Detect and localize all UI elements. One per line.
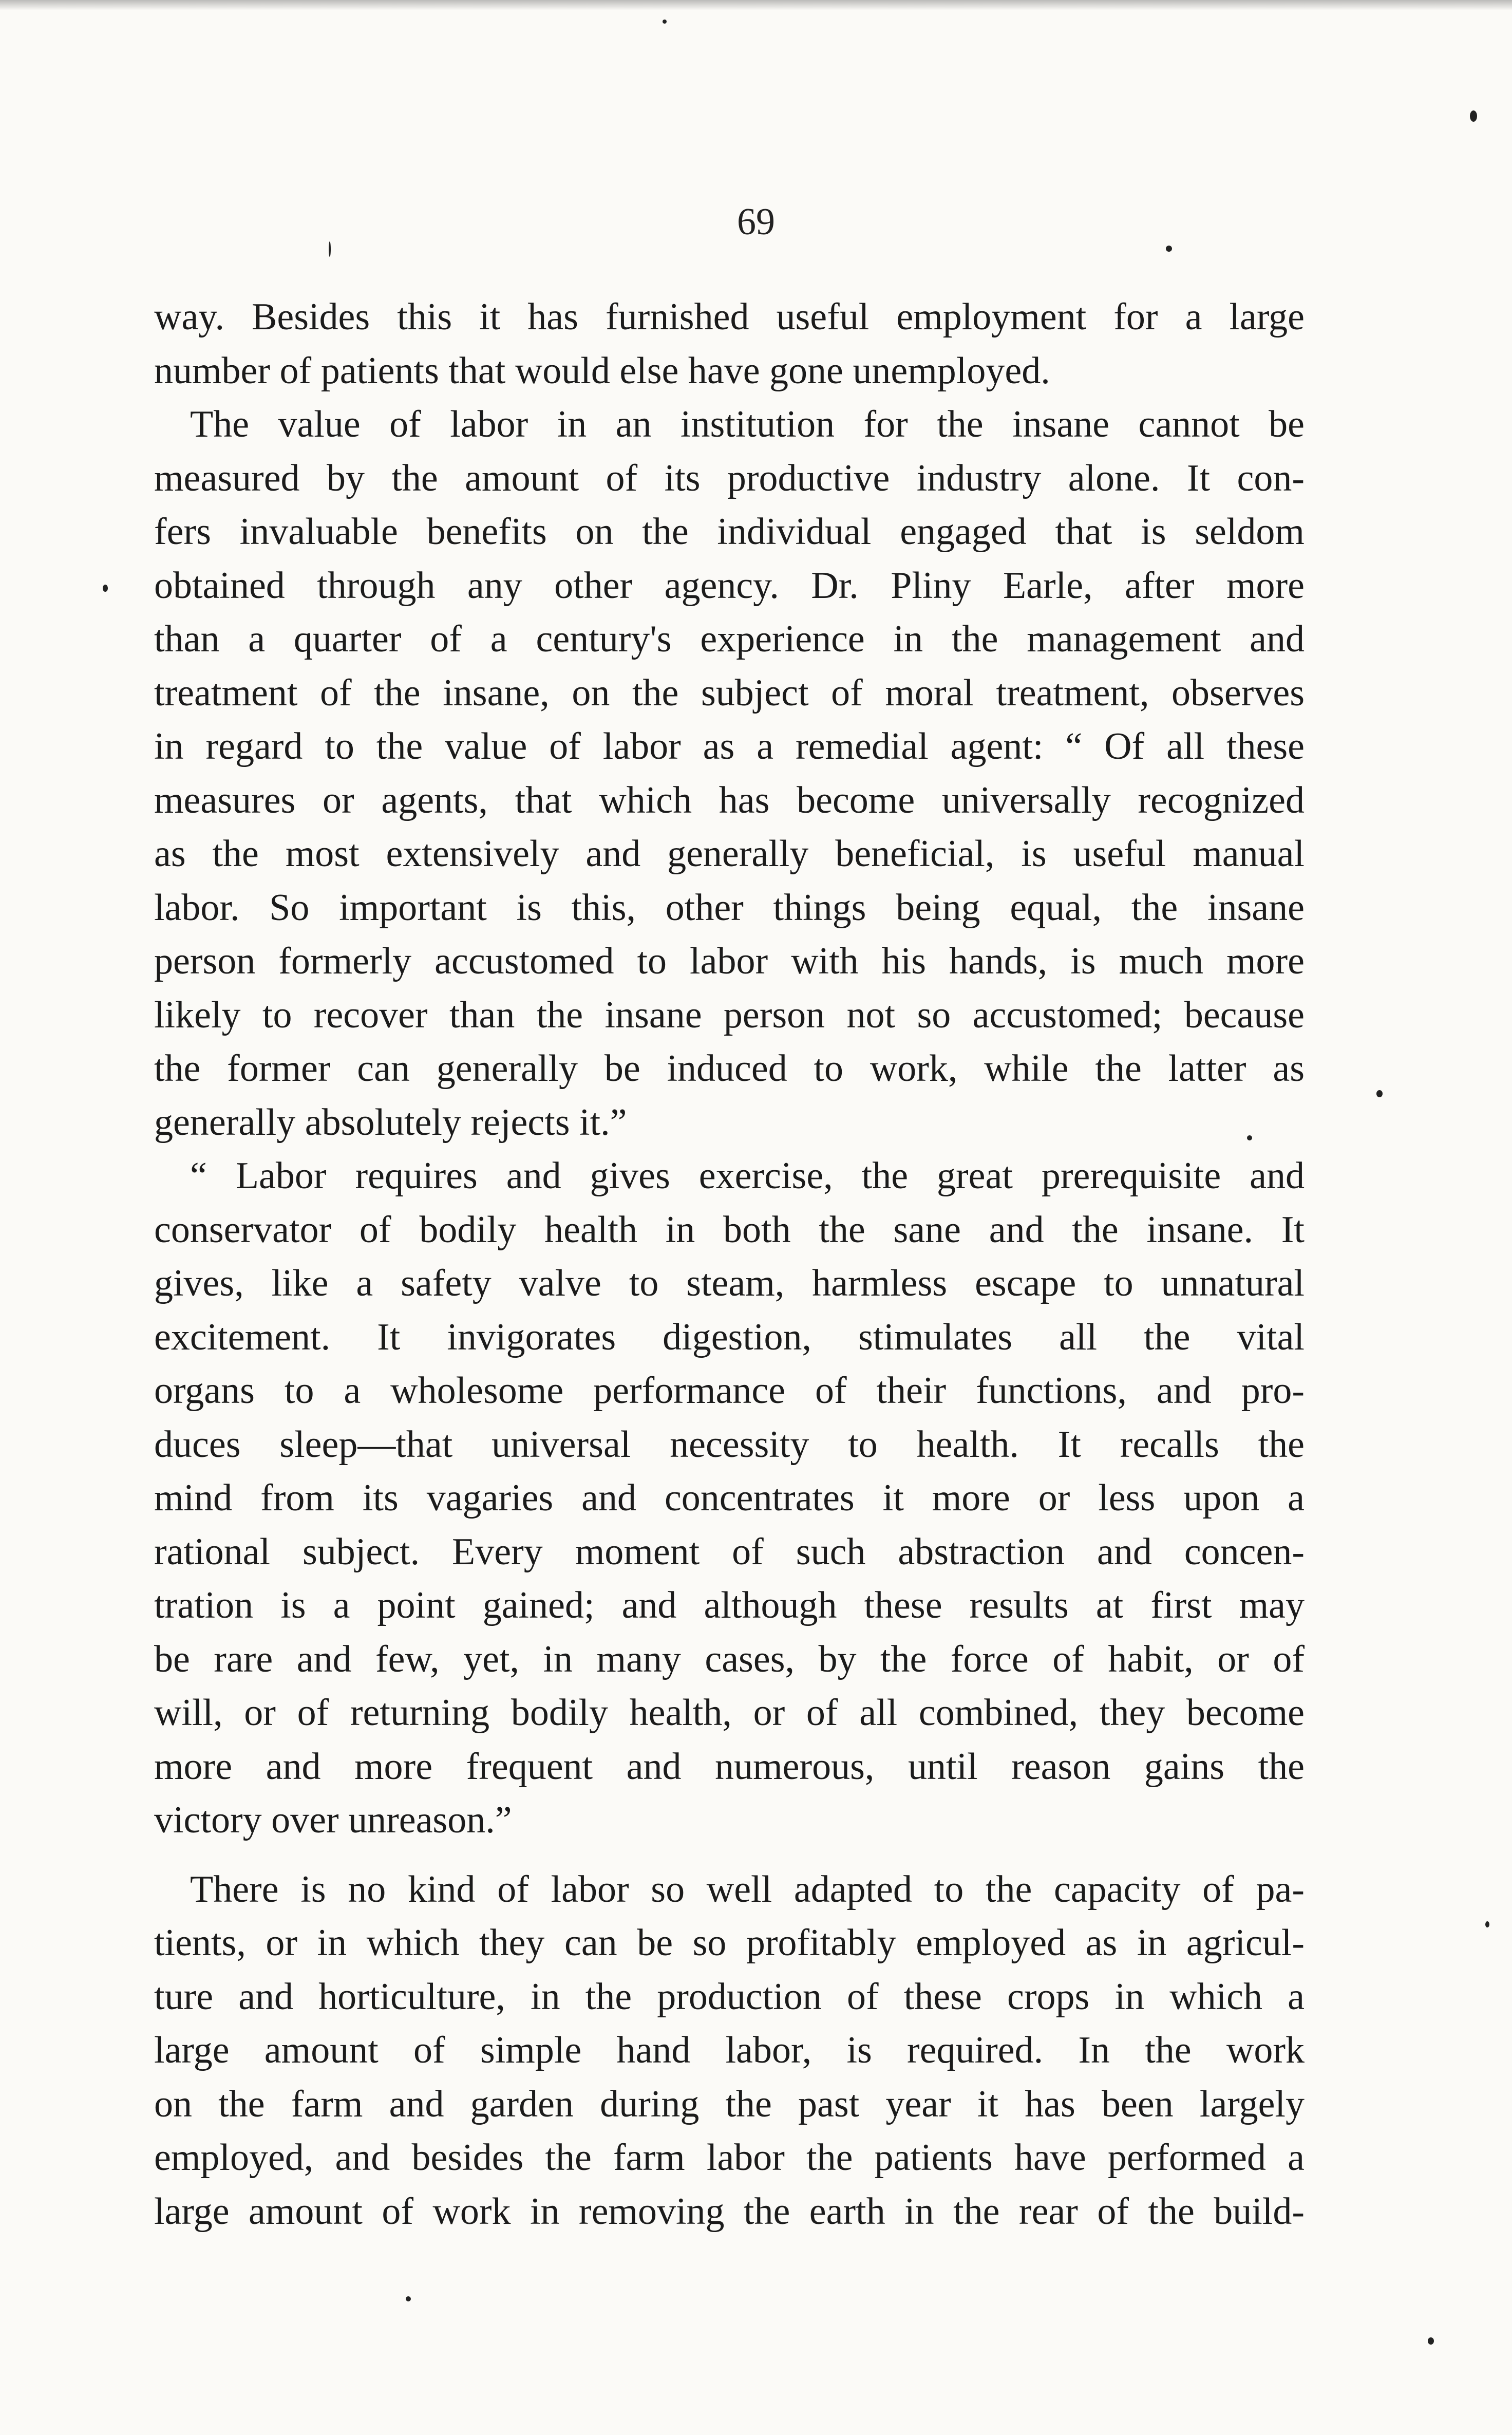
text-line: obtained through any other agency. Dr. Pliny Earle, after more [154, 564, 1305, 607]
scan-speck [329, 241, 331, 257]
text-line: the former can generally be induced to work, while the latter as [154, 1047, 1305, 1090]
text-line: The value of labor in an institution for the insane cannot be [190, 403, 1305, 445]
text-line: number of patients that would else have gone unemployed. [154, 349, 1050, 392]
text-line: large amount of work in removing the earth in the rear of the build- [154, 2190, 1305, 2233]
text-line: in regard to the value of labor as a remedial agent: “ Of all these [154, 725, 1305, 767]
text-line: more and more frequent and numerous, until reason gains the [154, 1745, 1305, 1788]
text-line: will, or of returning bodily health, or of all combined, they become [154, 1692, 1305, 1734]
paragraph-4 [154, 1863, 1305, 2239]
scan-speck [663, 20, 667, 24]
text-line: large amount of simple hand labor, is required. In the work [154, 2029, 1305, 2071]
text-line: employed, and besides the farm labor the patients have performed a [154, 2137, 1305, 2179]
text-line: labor. So important is this, other things being equal, the insane [154, 886, 1305, 929]
text-line: than a quarter of a century's experience in the management and [154, 618, 1305, 660]
paragraph-3 [154, 1149, 1305, 1847]
paragraph-1 [154, 290, 1305, 398]
scan-speck [103, 585, 108, 592]
text-line: likely to recover than the insane person not so accustomed; because [154, 994, 1305, 1036]
text-line: There is no kind of labor so well adapted to the capacity of pa- [190, 1868, 1305, 1910]
body-text [154, 290, 1305, 2238]
text-line: generally absolutely rejects it.” [154, 1101, 627, 1144]
scan-speck [1470, 110, 1477, 122]
scan-speck [1485, 1921, 1489, 1927]
text-line: tients, or in which they can be so profitably employed as in agricul- [154, 1922, 1305, 1964]
text-line: gives, like a safety valve to steam, harmless escape to unnatural [154, 1262, 1305, 1304]
text-line: conservator of bodily health in both the sane and the insane. It [154, 1208, 1305, 1251]
text-line: excitement. It invigorates digestion, stimulates all the vital [154, 1316, 1305, 1358]
text-line: fers invaluable benefits on the individual engaged that is seldom [154, 511, 1305, 553]
scan-speck [1247, 1135, 1252, 1140]
text-line: ture and horticulture, in the production of these crops in which a [154, 1975, 1305, 2018]
page-number: 69 [737, 201, 775, 243]
text-line: measures or agents, that which has become universally recognized [154, 779, 1305, 821]
paragraph-2 [154, 398, 1305, 1149]
scan-speck [406, 2296, 411, 2301]
text-line: way. Besides this it has furnished useful employment for a large [154, 296, 1305, 338]
scan-speck [1376, 1090, 1383, 1097]
text-line: be rare and few, yet, in many cases, by the force of habit, or of [154, 1638, 1305, 1680]
text-line: rational subject. Every moment of such abstraction and concen- [154, 1530, 1305, 1573]
text-line: “ Labor requires and gives exercise, the great prerequisite and [190, 1155, 1305, 1197]
text-line: treatment of the insane, on the subject of moral treatment, observes [154, 671, 1305, 714]
scan-speck [1428, 2337, 1434, 2345]
text-line: duces sleep—that universal necessity to health. It recalls the [154, 1423, 1305, 1466]
scan-speck [1166, 246, 1172, 252]
text-line: measured by the amount of its productive industry alone. It con- [154, 457, 1305, 499]
text-line: person formerly accustomed to labor with his hands, is much more [154, 940, 1305, 982]
page-edge-shadow [0, 0, 1512, 10]
paragraph-spacer [154, 1847, 1305, 1863]
text-line: victory over unreason.” [154, 1799, 512, 1841]
text-line: mind from its vagaries and concentrates it more or less upon a [154, 1477, 1305, 1519]
text-line: on the farm and garden during the past year it has been largely [154, 2083, 1305, 2125]
text-line: as the most extensively and generally beneficial, is useful manual [154, 833, 1305, 875]
text-line: tration is a point gained; and although these results at first may [154, 1584, 1305, 1626]
text-line: organs to a wholesome performance of their functions, and pro- [154, 1370, 1305, 1412]
